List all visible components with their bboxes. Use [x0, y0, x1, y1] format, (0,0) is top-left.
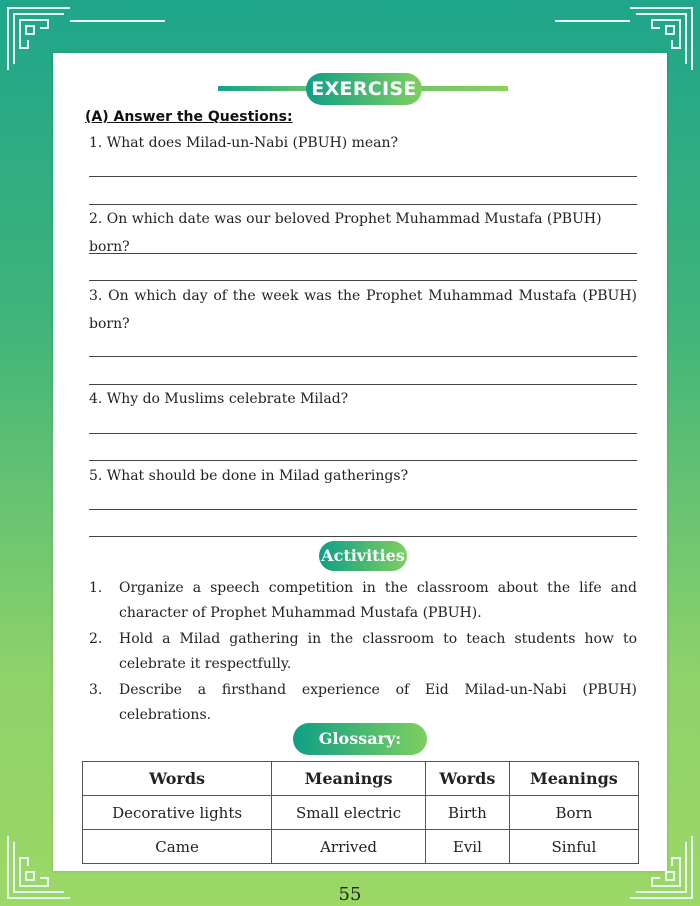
- question-3: 3. On which day of the week was the Prophet Muhammad Mustafa (PBUH): [89, 288, 637, 304]
- exercise-header: [218, 73, 508, 103]
- glossary-cell: Arrived: [272, 830, 426, 864]
- question-1: 1. What does Milad-un-Nabi (PBUH) mean?: [89, 135, 399, 151]
- question-5: 5. What should be done in Milad gatherings?: [89, 468, 409, 484]
- glossary-cell: Born: [509, 796, 638, 830]
- glossary-header: Words: [83, 762, 272, 796]
- table-row: [83, 830, 639, 864]
- section-a-title: (A) Answer the Questions:: [85, 109, 293, 125]
- glossary-header: Words: [425, 762, 509, 796]
- glossary-header: Meanings: [272, 762, 426, 796]
- worksheet-page: [53, 53, 667, 871]
- page-number: 55: [338, 884, 362, 905]
- question-4: 4. Why do Muslims celebrate Milad?: [89, 391, 349, 407]
- activity-text: Hold a Milad gathering in the classroom to teach students how to celebrate it respectfully.: [119, 631, 637, 672]
- glossary-header-row: [83, 762, 639, 796]
- activity-item-2: [89, 627, 637, 677]
- glossary-cell: Small electric: [272, 796, 426, 830]
- header-bar-right: [408, 86, 508, 91]
- answer-line[interactable]: [89, 460, 637, 461]
- question-2: 2. On which date was our beloved Prophet Muhammad Mustafa (PBUH) born?: [89, 211, 602, 255]
- activities-title: Activities: [319, 541, 407, 571]
- answer-line[interactable]: [89, 176, 637, 177]
- glossary-cell: Evil: [425, 830, 509, 864]
- border-line-top-left: [70, 20, 165, 22]
- activity-number: 3.: [89, 682, 103, 698]
- answer-line[interactable]: [89, 509, 637, 510]
- glossary-title: Glossary:: [293, 723, 427, 755]
- glossary-cell: Sinful: [509, 830, 638, 864]
- answer-line[interactable]: [89, 280, 637, 281]
- answer-line[interactable]: [89, 356, 637, 357]
- answer-line[interactable]: [89, 253, 637, 254]
- question-3-continued: born?: [89, 316, 130, 332]
- answer-line[interactable]: [89, 536, 637, 537]
- activity-number: 2.: [89, 631, 103, 647]
- exercise-title: EXERCISE: [306, 73, 422, 105]
- glossary-cell: Came: [83, 830, 272, 864]
- glossary-cell: Decorative lights: [83, 796, 272, 830]
- glossary-table: [82, 761, 639, 864]
- border-line-top-right: [555, 20, 630, 22]
- activity-text: Organize a speech competition in the classroom about the life and character of Prophet Muhammad Mustafa (PBUH).: [119, 580, 637, 621]
- activity-item-3: [89, 678, 637, 728]
- header-bar-left: [218, 86, 318, 91]
- glossary-header: Meanings: [509, 762, 638, 796]
- activity-text: Describe a firsthand experience of Eid Milad-un-Nabi (PBUH) celebrations.: [119, 682, 637, 723]
- answer-line[interactable]: [89, 433, 637, 434]
- activity-item-1: [89, 576, 637, 626]
- activity-number: 1.: [89, 580, 103, 596]
- glossary-cell: Birth: [425, 796, 509, 830]
- table-row: [83, 796, 639, 830]
